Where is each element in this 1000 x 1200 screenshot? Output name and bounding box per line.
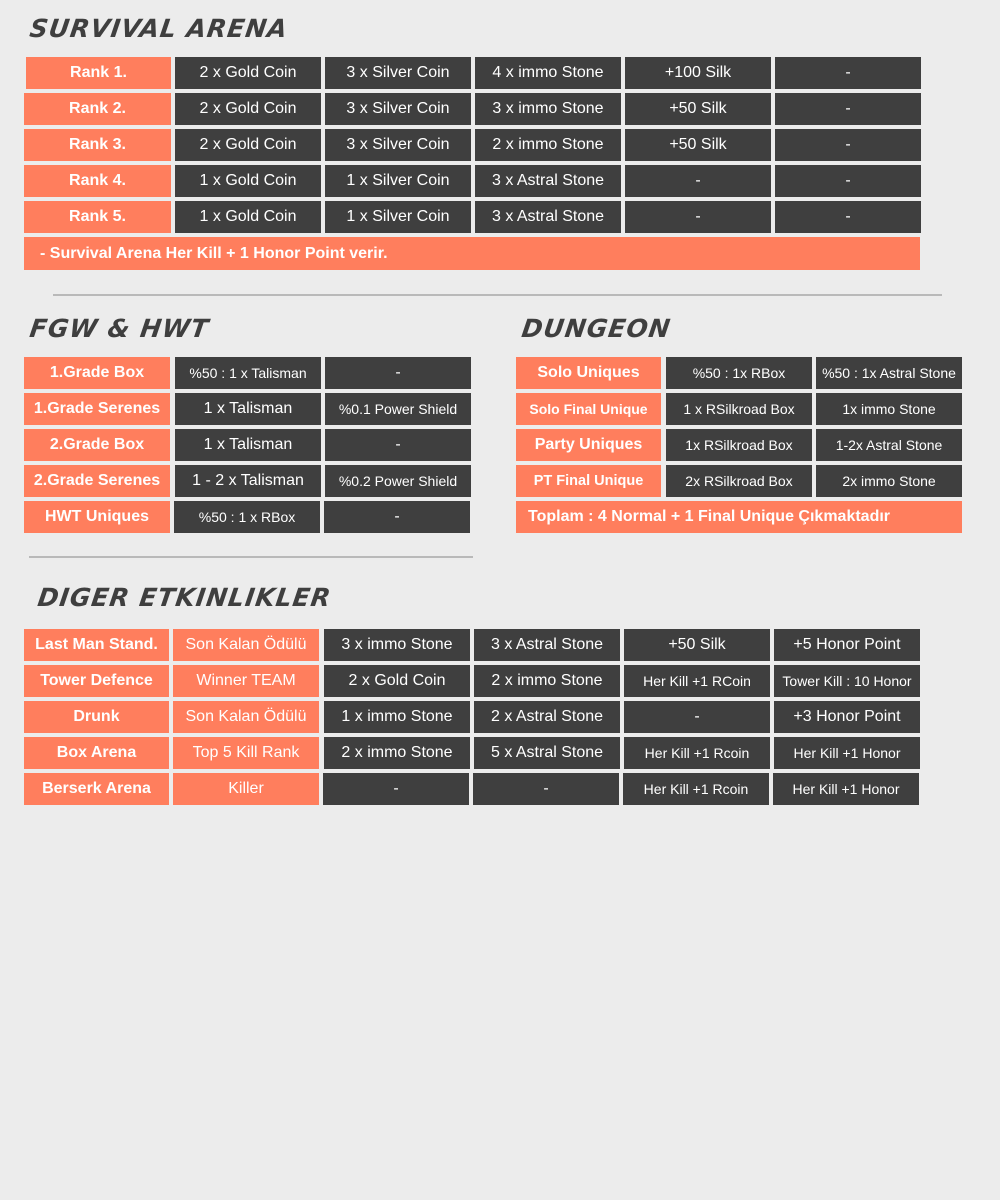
- survival-reward-cell: 1 x Gold Coin: [175, 201, 321, 233]
- fgw-reward-cell: %0.1 Power Shield: [325, 393, 471, 425]
- survival-reward-cell: 3 x Astral Stone: [475, 165, 621, 197]
- dungeon-reward-cell: %50 : 1x Astral Stone: [816, 357, 962, 389]
- event-condition: Son Kalan Ödülü: [173, 701, 319, 733]
- survival-reward-cell: +100 Silk: [625, 57, 771, 89]
- fgw-reward-cell: %50 : 1 x Talisman: [175, 357, 321, 389]
- event-reward-cell: Tower Kill : 10 Honor: [774, 665, 920, 697]
- event-reward-cell: 2 x Gold Coin: [324, 665, 470, 697]
- event-reward-cell: Her Kill +1 Rcoin: [624, 737, 770, 769]
- fgw-reward-cell: %0.2 Power Shield: [325, 465, 471, 497]
- fgw-row-label: 2.Grade Serenes: [24, 465, 170, 497]
- section-divider: [29, 556, 473, 558]
- event-reward-cell: Her Kill +1 Rcoin: [623, 773, 769, 805]
- survival-reward-cell: 2 x Gold Coin: [175, 57, 321, 89]
- event-reward-cell: 1 x immo Stone: [324, 701, 470, 733]
- survival-reward-cell: 3 x Silver Coin: [325, 93, 471, 125]
- dungeon-reward-cell: 1x immo Stone: [816, 393, 962, 425]
- event-reward-cell: Her Kill +1 Honor: [774, 737, 920, 769]
- event-reward-cell: -: [624, 701, 770, 733]
- dungeon-reward-cell: 1-2x Astral Stone: [816, 429, 962, 461]
- event-condition: Killer: [173, 773, 319, 805]
- event-condition: Winner TEAM: [173, 665, 319, 697]
- section-divider: [53, 294, 942, 296]
- survival-reward-cell: -: [775, 93, 921, 125]
- survival-reward-cell: -: [775, 201, 921, 233]
- survival-reward-cell: +50 Silk: [625, 93, 771, 125]
- event-reward-cell: +3 Honor Point: [774, 701, 920, 733]
- survival-arena-note: - Survival Arena Her Kill + 1 Honor Point verir.: [24, 237, 920, 270]
- event-reward-cell: +5 Honor Point: [774, 629, 920, 661]
- survival-reward-cell: -: [625, 165, 771, 197]
- survival-rank-label: Rank 4.: [24, 165, 171, 197]
- dungeon-row-label: Party Uniques: [516, 429, 661, 461]
- event-reward-cell: -: [323, 773, 469, 805]
- fgw-row-label: 1.Grade Box: [24, 357, 170, 389]
- survival-reward-cell: 3 x Astral Stone: [475, 201, 621, 233]
- survival-reward-cell: 4 x immo Stone: [475, 57, 621, 89]
- survival-rank-label: Rank 1.: [26, 57, 171, 89]
- event-reward-cell: -: [473, 773, 619, 805]
- survival-reward-cell: 2 x immo Stone: [475, 129, 621, 161]
- event-condition: Top 5 Kill Rank: [173, 737, 319, 769]
- event-reward-cell: Her Kill +1 RCoin: [624, 665, 770, 697]
- fgw-reward-cell: 1 x Talisman: [175, 393, 321, 425]
- dungeon-note: Toplam : 4 Normal + 1 Final Unique Çıkmaktadır: [516, 501, 962, 533]
- dungeon-heading: DUNGEON: [519, 314, 673, 343]
- event-reward-cell: +50 Silk: [624, 629, 770, 661]
- dungeon-row-label: PT Final Unique: [516, 465, 661, 497]
- event-reward-cell: 5 x Astral Stone: [474, 737, 620, 769]
- fgw-row-label: 2.Grade Box: [24, 429, 170, 461]
- event-reward-cell: 2 x immo Stone: [474, 665, 620, 697]
- dungeon-reward-cell: 1 x RSilkroad Box: [666, 393, 812, 425]
- fgw-reward-cell: -: [325, 429, 471, 461]
- fgw-reward-cell: 1 - 2 x Talisman: [175, 465, 321, 497]
- fgw-hwt-heading: FGW & HWT: [27, 314, 211, 343]
- event-name: Last Man Stand.: [24, 629, 169, 661]
- survival-reward-cell: 3 x immo Stone: [475, 93, 621, 125]
- survival-reward-cell: 3 x Silver Coin: [325, 57, 471, 89]
- survival-reward-cell: 2 x Gold Coin: [175, 93, 321, 125]
- survival-reward-cell: +50 Silk: [625, 129, 771, 161]
- diger-etkinlikler-heading: DIGER ETKINLIKLER: [35, 583, 334, 612]
- dungeon-row-label: Solo Final Unique: [516, 393, 661, 425]
- survival-reward-cell: 1 x Gold Coin: [175, 165, 321, 197]
- survival-reward-cell: -: [775, 129, 921, 161]
- dungeon-reward-cell: 2x RSilkroad Box: [666, 465, 812, 497]
- event-name: Berserk Arena: [24, 773, 169, 805]
- event-name: Drunk: [24, 701, 169, 733]
- fgw-row-label: 1.Grade Serenes: [24, 393, 170, 425]
- event-reward-cell: Her Kill +1 Honor: [773, 773, 919, 805]
- fgw-reward-cell: %50 : 1 x RBox: [174, 501, 320, 533]
- fgw-reward-cell: -: [325, 357, 471, 389]
- event-reward-cell: 2 x Astral Stone: [474, 701, 620, 733]
- survival-arena-heading: SURVIVAL ARENA: [27, 14, 290, 43]
- dungeon-reward-cell: %50 : 1x RBox: [666, 357, 812, 389]
- event-reward-cell: 3 x immo Stone: [324, 629, 470, 661]
- event-name: Tower Defence: [24, 665, 169, 697]
- event-name: Box Arena: [24, 737, 169, 769]
- survival-rank-label: Rank 5.: [24, 201, 171, 233]
- survival-reward-cell: 1 x Silver Coin: [325, 165, 471, 197]
- survival-rank-label: Rank 3.: [24, 129, 171, 161]
- survival-reward-cell: -: [775, 57, 921, 89]
- survival-reward-cell: -: [625, 201, 771, 233]
- fgw-row-label: HWT Uniques: [24, 501, 170, 533]
- dungeon-row-label: Solo Uniques: [516, 357, 661, 389]
- event-reward-cell: 3 x Astral Stone: [474, 629, 620, 661]
- survival-reward-cell: 2 x Gold Coin: [175, 129, 321, 161]
- event-reward-cell: 2 x immo Stone: [324, 737, 470, 769]
- dungeon-reward-cell: 2x immo Stone: [816, 465, 962, 497]
- survival-rank-label: Rank 2.: [24, 93, 171, 125]
- fgw-reward-cell: 1 x Talisman: [175, 429, 321, 461]
- dungeon-reward-cell: 1x RSilkroad Box: [666, 429, 812, 461]
- event-condition: Son Kalan Ödülü: [173, 629, 319, 661]
- survival-reward-cell: 1 x Silver Coin: [325, 201, 471, 233]
- fgw-reward-cell: -: [324, 501, 470, 533]
- survival-reward-cell: -: [775, 165, 921, 197]
- survival-reward-cell: 3 x Silver Coin: [325, 129, 471, 161]
